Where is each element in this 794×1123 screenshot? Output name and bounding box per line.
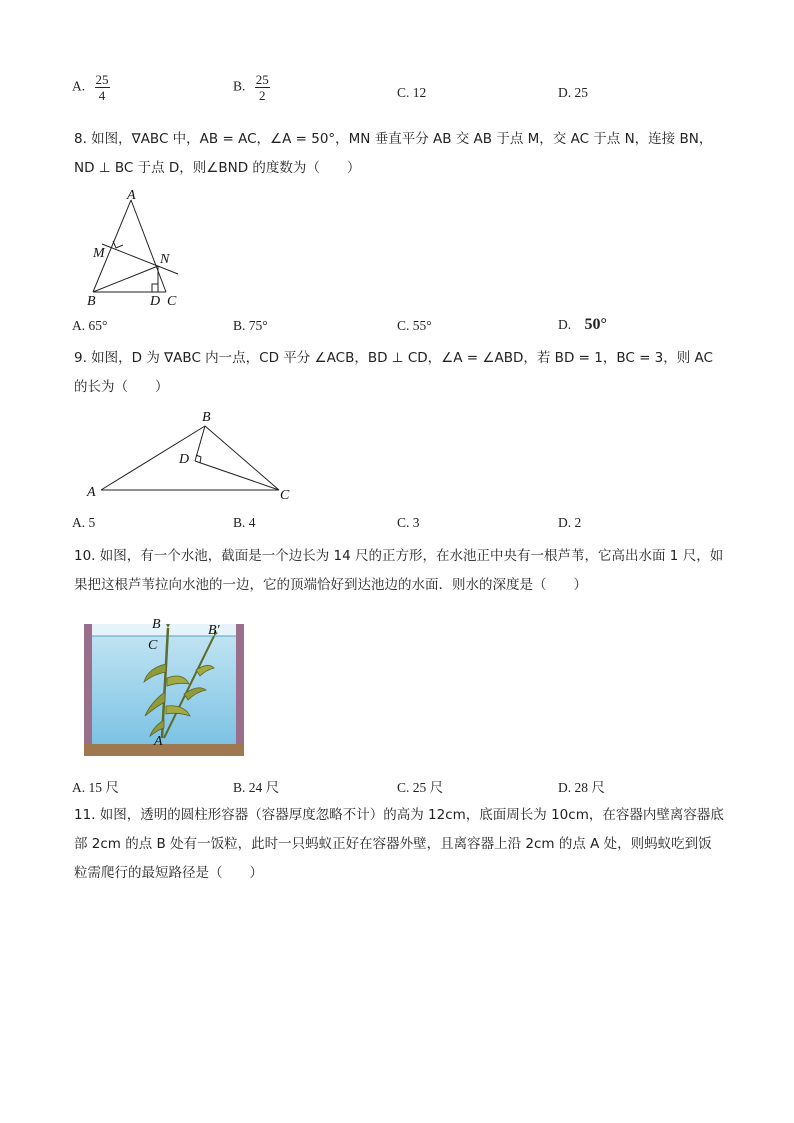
q10-label-a: A <box>154 734 163 749</box>
q9-option-b: B. 4 <box>233 515 256 530</box>
q10-label-b: B <box>152 617 161 632</box>
q9-label-d: D <box>179 452 190 467</box>
q10-option-c: C. 25 尺 <box>397 780 444 795</box>
q10-question-text: 10. 如图，有一个水池，截面是一个边长为 14 尺的正方形，在水池正中央有一根芦苇，它高出水面 1 尺，如果把这根芦苇拉向水池的一边，它的顶端恰好到达池边的水面．则水的深度是（ ） <box>74 548 724 593</box>
q10-label-c: C <box>148 638 158 653</box>
q8-option-b: B. 75° <box>233 318 268 333</box>
q7-option-a-numerator: 25 <box>95 72 109 87</box>
q9-option-d: D. 2 <box>558 515 582 530</box>
q7-option-b-label: B. <box>233 78 246 94</box>
q10-option-b: B. 24 尺 <box>233 780 280 795</box>
q9-label-a: A <box>87 485 96 500</box>
q9-option-c: C. 3 <box>397 515 420 530</box>
q7-option-b <box>233 72 270 103</box>
q7-option-a-denominator: 4 <box>98 88 106 103</box>
q8-option-c: C. 55° <box>397 318 432 333</box>
q8-label-d: D <box>150 294 161 308</box>
q7-option-d: D. 25 <box>558 85 588 100</box>
q9-label-b: B <box>202 410 211 425</box>
q9-triangle-figure <box>84 406 296 504</box>
q7-option-a <box>72 72 110 103</box>
q8-label-c: C <box>167 294 177 308</box>
q7-option-a-label: A. <box>72 78 86 94</box>
q8-option-d <box>558 316 607 334</box>
q7-option-a-fraction <box>95 72 110 103</box>
q8-label-a: A <box>127 188 136 203</box>
q9-question-text: 9. 如图，D 为 ∇ABC 内一点，CD 平分 ∠ACB，BD ⊥ CD，∠A = ∠ABD，若 BD = 1，BC = 3，则 AC 的长为（ ） <box>74 350 713 395</box>
q7-option-c: C. 12 <box>397 85 427 100</box>
q8-option-a: A. 65° <box>72 318 108 333</box>
q7-option-b-fraction <box>255 72 270 103</box>
q8-label-n: N <box>160 252 170 267</box>
q8-label-m: M <box>93 246 105 261</box>
q8-label-b: B <box>87 294 96 308</box>
q10-option-a: A. 15 尺 <box>72 780 119 795</box>
q8-option-d-label: D. <box>558 317 572 332</box>
q8-triangle-figure <box>84 186 184 308</box>
q10-label-b-prime: B' <box>208 623 220 638</box>
q9-option-a: A. 5 <box>72 515 96 530</box>
q9-label-c: C <box>280 488 290 503</box>
q10-pond-figure <box>84 614 246 758</box>
q7-option-b-denominator: 2 <box>259 88 266 103</box>
q7-option-b-numerator: 25 <box>255 72 269 87</box>
q8-option-d-value: 50° <box>584 316 607 333</box>
q8-question-text: 8. 如图，∇ABC 中，AB = AC，∠A = 50°，MN 垂直平分 AB 交 AB 于点 M，交 AC 于点 N，连接 BN，ND ⊥ BC 于点 D，则∠BND 的度数为（ ） <box>74 131 713 176</box>
q10-option-d: D. 28 尺 <box>558 780 605 795</box>
q11-question-text: 11. 如图，透明的圆柱形容器（容器厚度忽略不计）的高为 12cm，底面周长为 10cm，在容器内壁离容器底部 2cm 的点 B 处有一饭粒，此时一只蚂蚁正好在容器外壁，且离容器上沿 2cm 的点 A 处，则蚂蚁吃到饭粒需爬行的最短路径是（ ） <box>74 807 724 881</box>
